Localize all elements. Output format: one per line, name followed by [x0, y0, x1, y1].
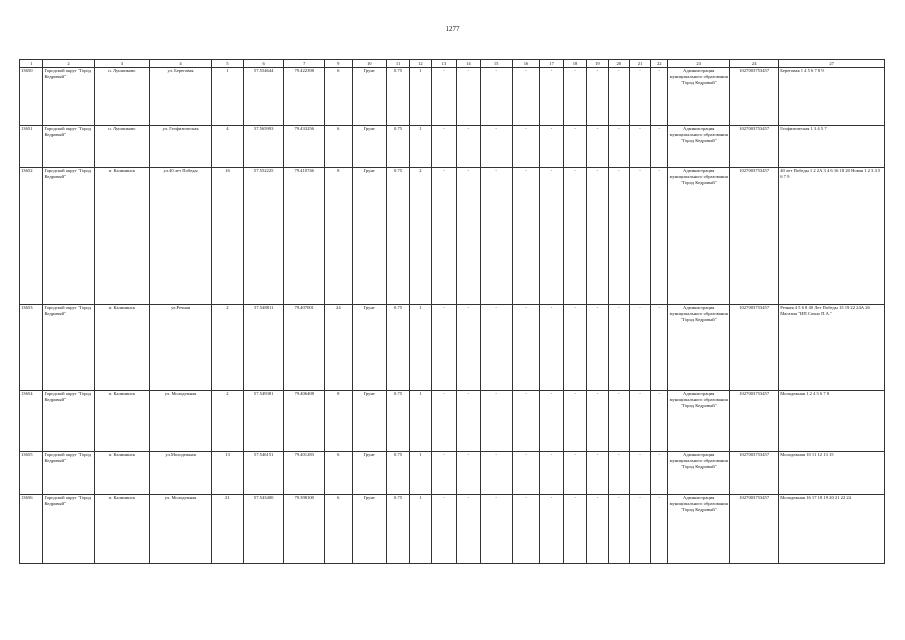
- table-cell: 1027003753457: [730, 305, 779, 391]
- table-cell: 57.565993: [243, 126, 284, 168]
- table-cell: ул. Молодежная: [150, 391, 212, 452]
- table-cell: Грунт: [352, 305, 386, 391]
- table-cell: ул. Геофизическая: [150, 126, 212, 168]
- table-cell: -: [480, 168, 512, 305]
- table-cell: 13653: [20, 305, 43, 391]
- table-cell: ул. Молодежная: [150, 495, 212, 564]
- table-cell: -: [563, 126, 586, 168]
- table-cell: Грунт: [352, 391, 386, 452]
- table-cell: 1: [410, 391, 431, 452]
- column-header: 1: [20, 60, 43, 68]
- table-cell: -: [651, 68, 668, 126]
- column-header: 27: [779, 60, 885, 68]
- table-cell: п. Калининск: [94, 305, 149, 391]
- table-cell: -: [651, 126, 668, 168]
- table-cell: п. Лушпиково: [94, 68, 149, 126]
- table-cell: -: [480, 126, 512, 168]
- column-header: 7: [284, 60, 325, 68]
- table-cell: -: [651, 495, 668, 564]
- table-cell: -: [629, 126, 650, 168]
- table-cell: 1027003753457: [730, 452, 779, 495]
- table-cell: -: [512, 391, 540, 452]
- table-cell: Береговая 1 4 5 6 7 8 9: [779, 68, 885, 126]
- table-cell: 13652: [20, 168, 43, 305]
- table-cell: ул. Береговая: [150, 68, 212, 126]
- column-header: 24: [730, 60, 779, 68]
- table-cell: -: [587, 168, 608, 305]
- column-header: 3: [94, 60, 149, 68]
- table-cell: -: [563, 495, 586, 564]
- table-cell: Молодежная 1 2 4 5 6 7 8: [779, 391, 885, 452]
- table-cell: -: [512, 305, 540, 391]
- table-cell: 57.554644: [243, 68, 284, 126]
- table-cell: 0.75: [386, 452, 409, 495]
- table-cell: Речная 4 5 6 8 40 Лет Победы 15 19 22 24А 26 Магазин "ИП Сахно П.А.": [779, 305, 885, 391]
- table-cell: 79.401283: [284, 452, 325, 495]
- table-cell: -: [651, 391, 668, 452]
- table-cell: -: [457, 68, 480, 126]
- table-cell: -: [512, 495, 540, 564]
- column-header: 5: [211, 60, 243, 68]
- table-cell: ул.Речная: [150, 305, 212, 391]
- column-header: 23: [668, 60, 730, 68]
- table-cell: Городской округ "Город Кедровый": [43, 68, 94, 126]
- table-cell: -: [457, 495, 480, 564]
- table-cell: -: [563, 68, 586, 126]
- table-cell: -: [608, 495, 629, 564]
- table-cell: -: [540, 391, 563, 452]
- table-cell: -: [431, 168, 457, 305]
- table-cell: Городской округ "Город Кедровый": [43, 168, 94, 305]
- table-cell: Грунт: [352, 126, 386, 168]
- table-cell: -: [431, 495, 457, 564]
- table-cell: 6: [324, 126, 352, 168]
- table-cell: 1027003753457: [730, 126, 779, 168]
- column-header: 13: [431, 60, 457, 68]
- table-cell: -: [608, 68, 629, 126]
- table-cell: 0.75: [386, 305, 409, 391]
- table-cell: -: [587, 495, 608, 564]
- table-cell: 13651: [20, 126, 43, 168]
- table-cell: 57.543400: [243, 495, 284, 564]
- table-cell: -: [457, 126, 480, 168]
- header-row: [20, 60, 885, 68]
- registry-table: [19, 59, 885, 564]
- table-cell: -: [629, 495, 650, 564]
- table-cell: 13656: [20, 495, 43, 564]
- table-cell: Администрация муниципального образования "Город Кедровый": [668, 452, 730, 495]
- table-cell: -: [480, 391, 512, 452]
- table-cell: 79.407001: [284, 305, 325, 391]
- table-cell: -: [540, 68, 563, 126]
- table-cell: Городской округ "Город Кедровый": [43, 495, 94, 564]
- table-cell: -: [457, 391, 480, 452]
- table-cell: 57.549381: [243, 391, 284, 452]
- table-cell: Администрация муниципального образования "Город Кедровый": [668, 126, 730, 168]
- table-cell: -: [608, 126, 629, 168]
- column-header: 20: [608, 60, 629, 68]
- table-cell: 79.410746: [284, 168, 325, 305]
- table-cell: п. Калининск: [94, 391, 149, 452]
- table-cell: -: [431, 305, 457, 391]
- table-cell: 2: [211, 391, 243, 452]
- table-cell: -: [512, 452, 540, 495]
- table-cell: -: [587, 126, 608, 168]
- table-cell: 0.75: [386, 168, 409, 305]
- table-cell: 13654: [20, 391, 43, 452]
- table-cell: 40 лет Победы 1 2 2А 3 4 6 16 18 20 Новая 1 2 3 4 5 6 7 9: [779, 168, 885, 305]
- column-header: 4: [150, 60, 212, 68]
- column-header: 10: [352, 60, 386, 68]
- table-cell: 8: [324, 168, 352, 305]
- table-cell: -: [431, 391, 457, 452]
- column-header: 14: [457, 60, 480, 68]
- table-cell: 4: [211, 126, 243, 168]
- table-cell: Молодежная 10 11 12 13 15: [779, 452, 885, 495]
- table-cell: -: [540, 495, 563, 564]
- table-cell: -: [457, 305, 480, 391]
- table-cell: 1: [410, 68, 431, 126]
- table-cell: 79.422398: [284, 68, 325, 126]
- table-cell: 57.546151: [243, 452, 284, 495]
- table-cell: Администрация муниципального образования "Город Кедровый": [668, 168, 730, 305]
- table-cell: -: [540, 168, 563, 305]
- table-cell: -: [608, 168, 629, 305]
- table-cell: 1: [410, 305, 431, 391]
- table-row: [20, 168, 885, 305]
- table-cell: -: [608, 391, 629, 452]
- page-number: 1277: [445, 25, 460, 33]
- table-cell: -: [512, 168, 540, 305]
- column-header: 11: [386, 60, 409, 68]
- column-header: 6: [243, 60, 284, 68]
- table-row: [20, 68, 885, 126]
- table-cell: -: [587, 452, 608, 495]
- table-row: [20, 126, 885, 168]
- table-cell: Грунт: [352, 168, 386, 305]
- table-cell: -: [651, 168, 668, 305]
- table-cell: -: [457, 452, 480, 495]
- table-cell: 21: [211, 495, 243, 564]
- table-cell: -: [629, 391, 650, 452]
- column-header: 15: [480, 60, 512, 68]
- table-cell: -: [629, 452, 650, 495]
- table-cell: 57.548811: [243, 305, 284, 391]
- table-cell: -: [587, 391, 608, 452]
- table-cell: -: [629, 68, 650, 126]
- table-cell: Администрация муниципального образования "Город Кедровый": [668, 68, 730, 126]
- table-cell: -: [587, 68, 608, 126]
- table-cell: Молодежная 16 17 18 19 20 21 22 24: [779, 495, 885, 564]
- table-cell: -: [480, 305, 512, 391]
- table-cell: 79.398100: [284, 495, 325, 564]
- table-cell: -: [512, 126, 540, 168]
- table-cell: ул.Молодежная: [150, 452, 212, 495]
- table-cell: Грунт: [352, 452, 386, 495]
- table-cell: -: [563, 452, 586, 495]
- column-header: 16: [512, 60, 540, 68]
- table-cell: -: [480, 495, 512, 564]
- table-cell: 0.75: [386, 391, 409, 452]
- table-cell: 1027003753457: [730, 391, 779, 452]
- table-cell: -: [629, 168, 650, 305]
- table-cell: 1027003753457: [730, 68, 779, 126]
- table-cell: -: [651, 452, 668, 495]
- table-cell: 1: [410, 495, 431, 564]
- table-cell: -: [540, 126, 563, 168]
- table-row: [20, 305, 885, 391]
- table-cell: -: [587, 305, 608, 391]
- table-cell: -: [563, 391, 586, 452]
- table-cell: 6: [324, 68, 352, 126]
- table-cell: 13: [211, 452, 243, 495]
- column-header: 12: [410, 60, 431, 68]
- table-cell: -: [457, 168, 480, 305]
- table-cell: -: [540, 452, 563, 495]
- table-row: [20, 452, 885, 495]
- table-cell: п. Калининск: [94, 452, 149, 495]
- table-cell: -: [431, 452, 457, 495]
- column-header: 19: [587, 60, 608, 68]
- table-cell: 57.552225: [243, 168, 284, 305]
- table-cell: -: [651, 305, 668, 391]
- table-cell: -: [480, 68, 512, 126]
- table-cell: -: [512, 68, 540, 126]
- table-cell: 13655: [20, 452, 43, 495]
- table-cell: -: [563, 168, 586, 305]
- table-cell: -: [431, 68, 457, 126]
- table-cell: Городской округ "Город Кедровый": [43, 126, 94, 168]
- column-header: 9: [324, 60, 352, 68]
- table-cell: 24: [324, 305, 352, 391]
- table-cell: 0.75: [386, 495, 409, 564]
- table-cell: п. Лушпиково: [94, 126, 149, 168]
- column-header: 2: [43, 60, 94, 68]
- column-header: 18: [563, 60, 586, 68]
- table-cell: Администрация муниципального образования "Город Кедровый": [668, 305, 730, 391]
- table-cell: 0.75: [386, 68, 409, 126]
- table-cell: 1: [211, 68, 243, 126]
- table-cell: -: [608, 305, 629, 391]
- table-cell: 13650: [20, 68, 43, 126]
- table-row: [20, 391, 885, 452]
- table-cell: 6: [324, 495, 352, 564]
- table-cell: Администрация муниципального образования "Город Кедровый": [668, 495, 730, 564]
- column-header: 17: [540, 60, 563, 68]
- table-cell: Городской округ "Город Кедровый": [43, 391, 94, 452]
- table-cell: п. Калининск: [94, 495, 149, 564]
- table-cell: -: [563, 305, 586, 391]
- table-cell: Геофизическая 1 3 4 5 7: [779, 126, 885, 168]
- table-cell: п. Калининск: [94, 168, 149, 305]
- table-cell: -: [629, 305, 650, 391]
- table-cell: 1: [410, 126, 431, 168]
- table-cell: 1027003753457: [730, 168, 779, 305]
- table-cell: -: [540, 305, 563, 391]
- column-header: 22: [651, 60, 668, 68]
- table-cell: 8: [324, 391, 352, 452]
- table-cell: 1: [410, 452, 431, 495]
- table-cell: -: [431, 126, 457, 168]
- table-cell: 16: [211, 168, 243, 305]
- table-cell: 79.406408: [284, 391, 325, 452]
- column-header: 21: [629, 60, 650, 68]
- table-cell: 1027003753457: [730, 495, 779, 564]
- table-row: [20, 495, 885, 564]
- table-cell: Грунт: [352, 495, 386, 564]
- table-cell: -: [608, 452, 629, 495]
- table-cell: 6: [324, 452, 352, 495]
- table-cell: 0.75: [386, 126, 409, 168]
- table-cell: 79.433256: [284, 126, 325, 168]
- table-cell: Администрация муниципального образования "Город Кедровый": [668, 391, 730, 452]
- table-cell: 2: [410, 168, 431, 305]
- table-cell: -: [480, 452, 512, 495]
- table-cell: Городской округ "Город Кедровый": [43, 452, 94, 495]
- table-cell: Грунт: [352, 68, 386, 126]
- table-cell: Городской округ "Город Кедровый": [43, 305, 94, 391]
- table-cell: 2: [211, 305, 243, 391]
- table-cell: ул.40 лет Победы: [150, 168, 212, 305]
